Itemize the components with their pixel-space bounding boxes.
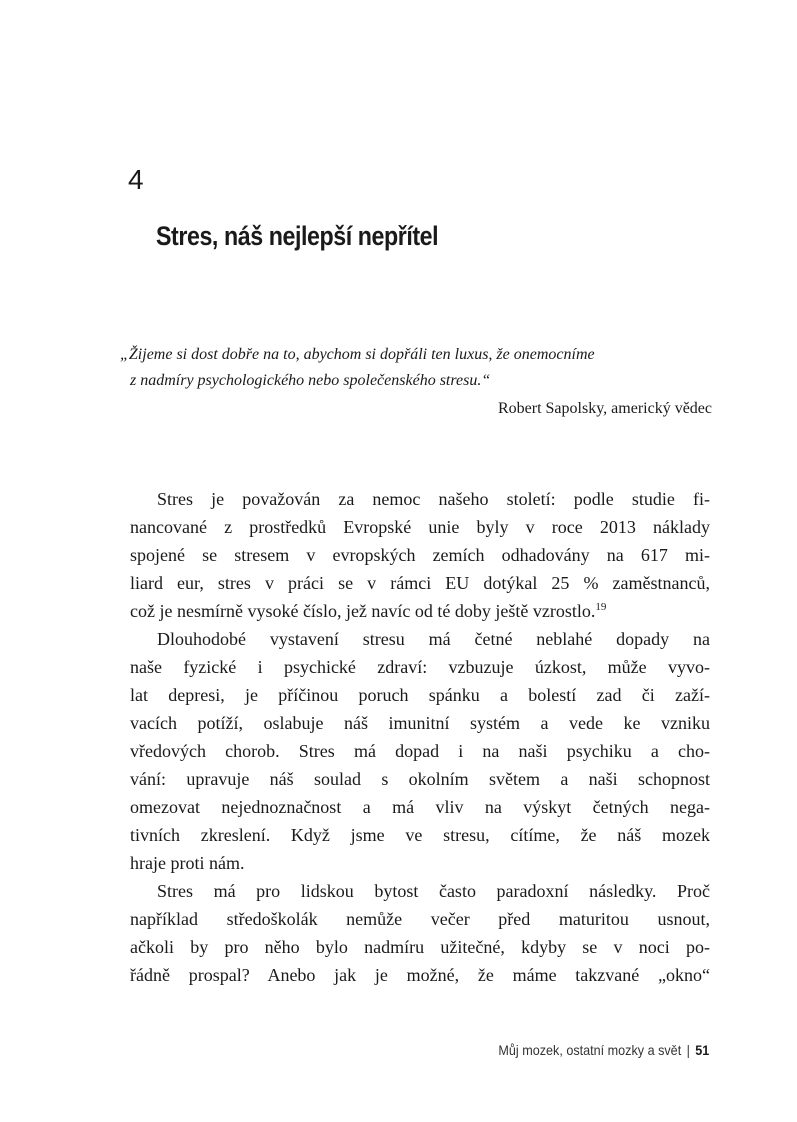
footer-book-title: Můj mozek, ostatní mozky a svět [498, 1042, 681, 1058]
paragraph-line: Dlouhodobé vystavení stresu má četné neblahé dopady na [157, 629, 710, 649]
page-number: 51 [694, 1042, 709, 1058]
paragraph-line: nancované z prostředků Evropské unie byly v roce 2013 náklady [130, 517, 710, 537]
paragraph-line: řádně prospal? Anebo jak je možné, že máme takzvané „okno“ [130, 965, 710, 985]
paragraph-line: naše fyzické i psychické zdraví: vzbuzuje úzkost, může vyvo- [130, 657, 710, 677]
chapter-title: Stres, náš nejlepší nepřítel [156, 221, 439, 251]
paragraph-line: vředových chorob. Stres má dopad i na naši psychiku a cho- [130, 741, 710, 761]
chapter-number: 4 [128, 164, 144, 195]
epigraph-line: „Žijeme si dost dobře na to, abychom si dopřáli ten luxus, že onemocníme [120, 346, 595, 363]
paragraph-line: liard eur, stres v práci se v rámci EU dotýkal 25 % zaměstnanců, [130, 573, 710, 593]
paragraph-line: ačkoli by pro něho bylo nadmíru užitečné, kdyby se v noci po- [130, 937, 710, 957]
paragraph-line: tivních zkreslení. Když jsme ve stresu, cítíme, že náš mozek [130, 825, 710, 845]
footer-separator: | [686, 1042, 690, 1058]
paragraph-line: vacích potíží, oslabuje náš imunitní systém a vede ke vzniku [130, 713, 710, 733]
page-footer [498, 1040, 709, 1060]
paragraph-line: vání: upravuje náš soulad s okolním světem a naši schopnost [130, 769, 710, 789]
paragraph-line: například středoškolák nemůže večer před maturitou usnout, [130, 909, 710, 929]
paragraph-line-text: což je nesmírně vysoké číslo, jež navíc od té doby ještě vzrostlo. [130, 601, 596, 621]
paragraph-line [130, 597, 710, 625]
paragraph-line: Stres má pro lidskou bytost často paradoxní následky. Proč [157, 881, 710, 901]
footnote-marker: 19 [595, 601, 607, 613]
paragraph-line: lat depresi, je příčinou poruch spánku a bolestí zad či zaží- [130, 685, 710, 705]
paragraph-line: hraje proti nám. [130, 853, 245, 873]
body-text [130, 485, 710, 989]
paragraph-line: omezovat nejednoznačnost a má vliv na výskyt četných nega- [130, 797, 710, 817]
paragraph-line: spojené se stresem v evropských zemích odhadovány na 617 mi- [130, 545, 710, 565]
epigraph [120, 342, 712, 422]
epigraph-line: z nadmíry psychologického nebo společenského stresu.“ [130, 372, 491, 389]
epigraph-author: Robert Sapolsky, americký vědec [497, 400, 712, 417]
paragraph-line: Stres je považován za nemoc našeho století: podle studie fi- [157, 489, 710, 509]
